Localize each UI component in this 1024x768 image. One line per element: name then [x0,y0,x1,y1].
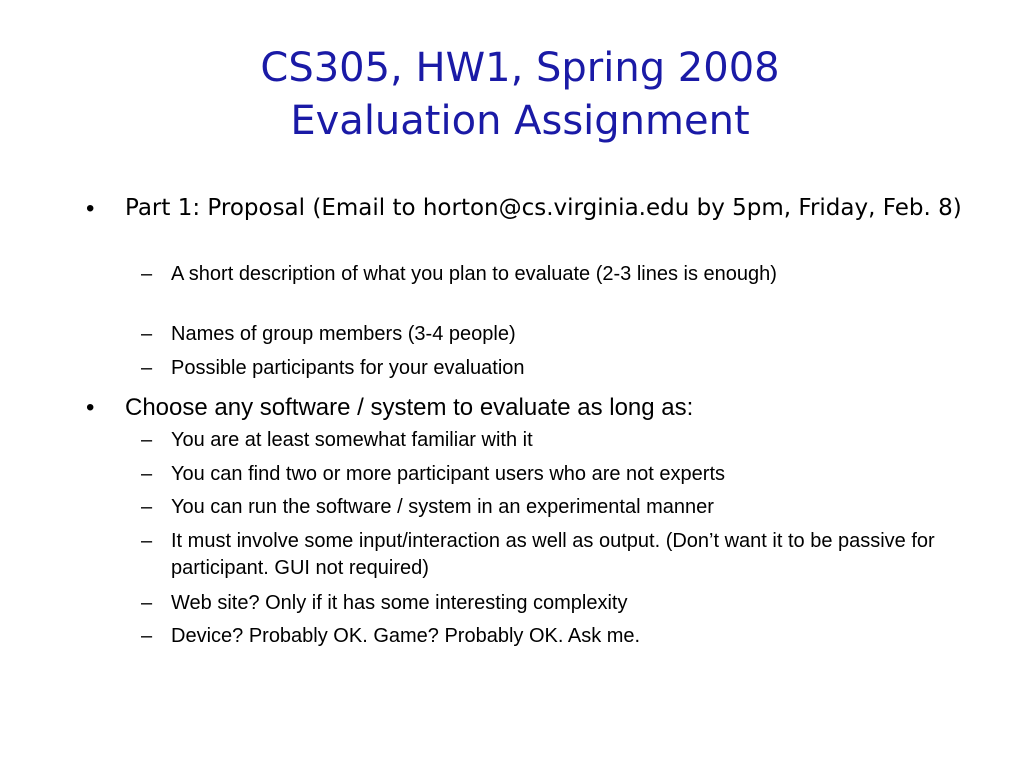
bullet-icon: • [86,195,95,222]
sub-item-text: You can find two or more participant users who are not experts [171,463,726,485]
dash-icon: – [141,530,153,552]
dash-icon: – [141,496,153,518]
sub-item-text: Possible participants for your evaluation [171,357,525,379]
title-line-1: CS305, HW1, Spring 2008 [260,45,780,91]
dash-icon: – [141,592,153,614]
sub-item-text: You can run the software / system in an experimental manner [171,496,714,518]
sub-item-text: Web site? Only if it has some interesting complexity [171,592,628,614]
sub-item-text: Device? Probably OK. Game? Probably OK. Ask me. [171,625,641,647]
dash-icon: – [141,263,153,285]
sub-item-text: You are at least somewhat familiar with it [171,429,533,451]
sub-item-text: It must involve some input/interaction as well as output. (Don’t want it to be passive for participant. GUI not required) [171,530,935,579]
list-item-text: Part 1: Proposal (Email to horton@cs.virginia.edu by 5pm, Friday, Feb. 8) [125,195,962,221]
sub-item-text: A short description of what you plan to evaluate (2-3 lines is enough) [171,263,777,285]
dash-icon: – [141,323,153,345]
dash-icon: – [141,357,153,379]
dash-icon: – [141,463,153,485]
dash-icon: – [141,429,153,451]
sub-item-text: Names of group members (3-4 people) [171,323,516,345]
dash-icon: – [141,625,153,647]
bullet-icon: • [86,394,95,421]
list-item-text: Choose any software / system to evaluate as long as: [125,394,694,421]
title-line-2: Evaluation Assignment [290,98,750,144]
